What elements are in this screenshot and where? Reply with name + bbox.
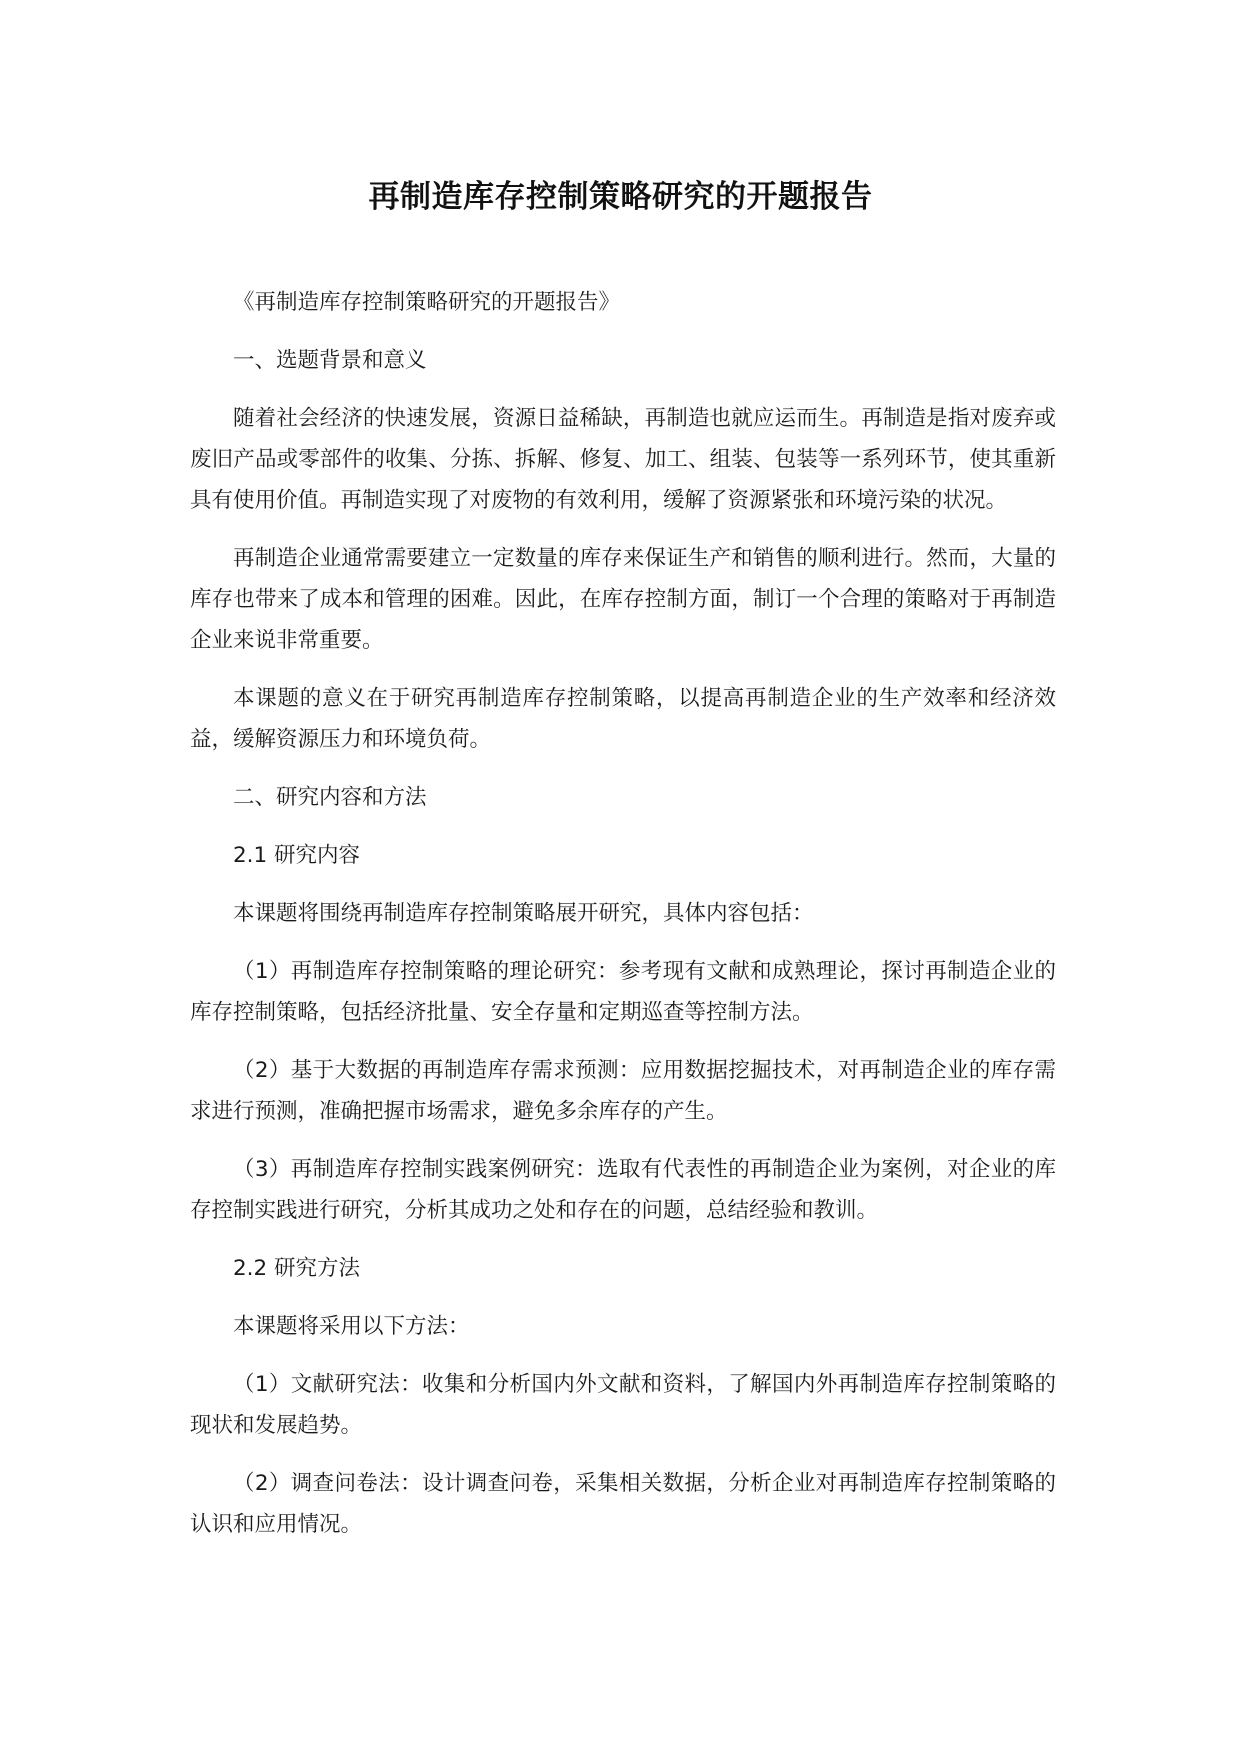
heading-section-2: 二、研究内容和方法 [233,785,427,810]
list-item: （1）文献研究法：收集和分析国内外文献和资料，了解国内外再制造库存控制策略的现状和发展趋势。 [190,1372,1056,1438]
list-item: （2）调查问卷法：设计调查问卷，采集相关数据，分析企业对再制造库存控制策略的认识和应用情况。 [190,1471,1056,1537]
list-item: （3）再制造库存控制实践案例研究：选取有代表性的再制造企业为案例，对企业的库存控制实践进行研究，分析其成功之处和存在的问题，总结经验和教训。 [190,1157,1056,1223]
list-item: （1）再制造库存控制策略的理论研究：参考现有文献和成熟理论，探讨再制造企业的库存控制策略，包括经济批量、安全存量和定期巡查等控制方法。 [190,959,1056,1025]
heading-subsection-2-1: 2.1 研究内容 [233,843,361,868]
paragraph: 随着社会经济的快速发展，资源日益稀缺，再制造也就应运而生。再制造是指对废弃或废旧产品或零部件的收集、分拣、拆解、修复、加工、组装、包装等一系列环节，使其重新具有使用价值。再制造实现了对废物的有效利用，缓解了资源紧张和环境污染的状况。 [190,406,1056,513]
list-item: （2）基于大数据的再制造库存需求预测：应用数据挖掘技术，对再制造企业的库存需求进行预测，准确把握市场需求，避免多余库存的产生。 [190,1058,1056,1124]
paragraph: 再制造企业通常需要建立一定数量的库存来保证生产和销售的顺利进行。然而，大量的库存也带来了成本和管理的困难。因此，在库存控制方面，制订一个合理的策略对于再制造企业来说非常重要。 [190,546,1056,653]
paragraph: 本课题将采用以下方法： [233,1314,470,1339]
heading-subsection-2-2: 2.2 研究方法 [233,1256,361,1281]
document-title: 再制造库存控制策略研究的开题报告 [368,179,873,215]
document-body [190,282,1056,1562]
paragraph-report-name: 《再制造库存控制策略研究的开题报告》 [233,290,621,315]
paragraph: 本课题将围绕再制造库存控制策略展开研究，具体内容包括： [233,901,814,926]
paragraph: 本课题的意义在于研究再制造库存控制策略，以提高再制造企业的生产效率和经济效益，缓解资源压力和环境负荷。 [190,686,1056,752]
heading-section-1: 一、选题背景和意义 [233,348,427,373]
